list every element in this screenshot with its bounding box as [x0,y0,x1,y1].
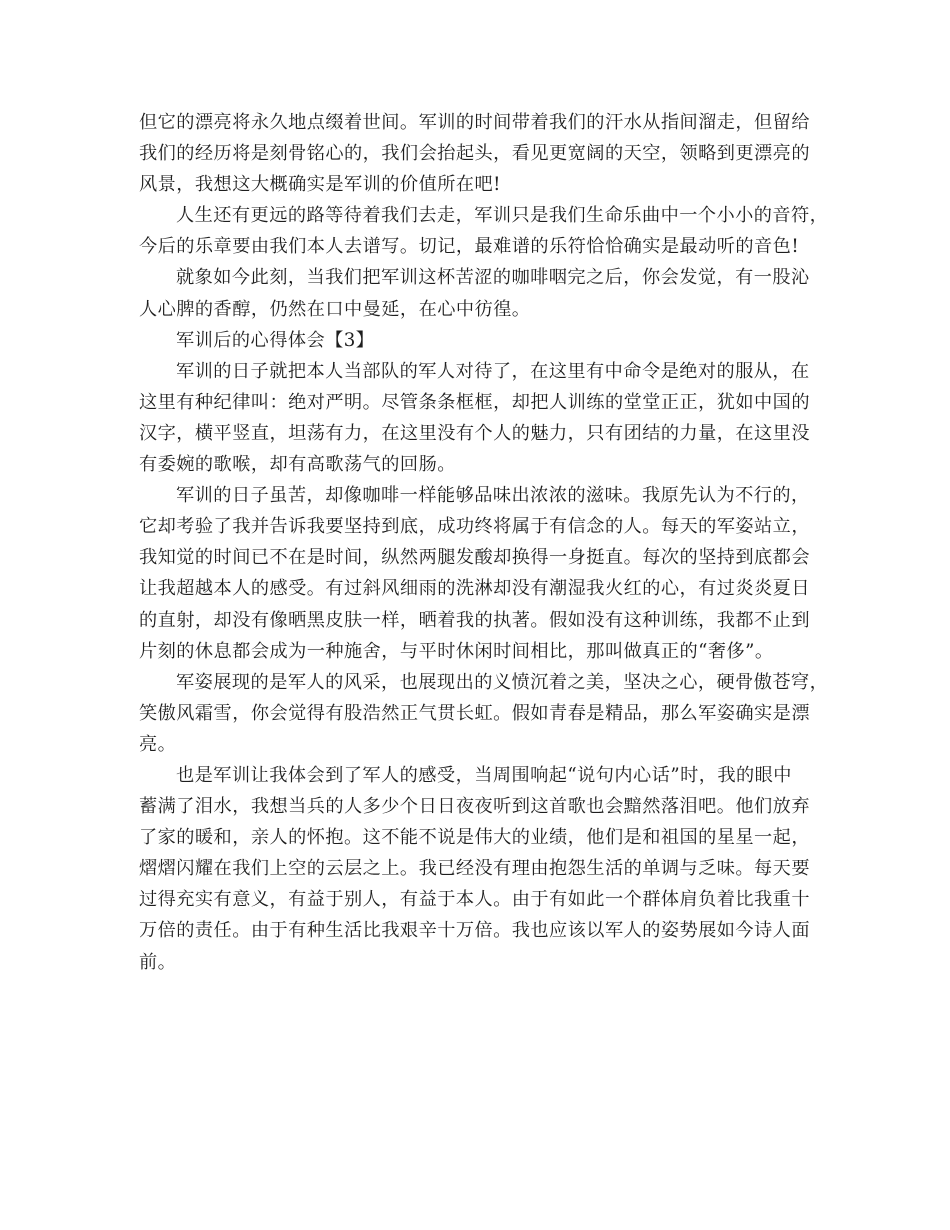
text-line: 这里有种纪律叫：绝对严明。尽管条条框框，却把人训练的堂堂正正，犹如中国的 [139,391,810,413]
text-line: 军训的日子虽苦，却像咖啡一样能够品味出浓浓的滋味。我原先认为不行的， [176,485,810,507]
text-line: 今后的乐章要由我们本人去谱写。切记，最难谱的乐符恰恰确实是最动听的音色! [139,236,800,258]
text-line: 前。 [139,951,177,973]
text-line: 万倍的责任。由于有种生活比我艰辛十万倍。我也应该以军人的姿势展如今诗人面 [139,920,810,942]
document-page [139,107,829,978]
text-line: 汉字，横平竖直，坦荡有力，在这里没有个人的魅力，只有团结的力量，在这里没 [139,422,810,444]
text-line: 我知觉的时间已不在是时间，纵然两腿发酸却换得一身挺直。每次的坚持到底都会 [139,547,810,569]
text-line: 也是军训让我体会到了军人的感受，当周围响起“说句内心话”时，我的眼中 [176,764,792,786]
text-line: 风景，我想这大概确实是军训的价值所在吧! [139,174,501,196]
text-line: 军训的日子就把本人当部队的军人对待了，在这里有中命令是绝对的服从，在 [176,360,810,382]
text-line: 让我超越本人的感受。有过斜风细雨的洗淋却没有潮湿我火红的心，有过炎炎夏日 [139,578,810,600]
text-line: 我们的经历将是刻骨铭心的，我们会抬起头，看见更宽阔的天空，领略到更漂亮的 [139,143,810,165]
text-line: 军姿展现的是军人的风采，也展现出的义愤沉着之美，坚决之心，硬骨傲苍穹， [176,671,829,693]
text-line: 片刻的休息都会成为一种施舍，与平时休闲时间相比，那叫做真正的“奢侈”。 [139,640,774,662]
text-line: 的直射，却没有像晒黑皮肤一样，晒着我的执著。假如没有这种训练，我都不止到 [139,609,810,631]
text-line: 有委婉的歌喉，却有高歌荡气的回肠。 [139,454,456,476]
text-line: 它却考验了我并告诉我要坚持到底，成功终将属于有信念的人。每天的军姿站立， [139,516,810,538]
text-line: 笑傲风霜雪，你会觉得有股浩然正气贯长虹。假如青春是精品，那么军姿确实是漂 [139,702,810,724]
section-heading: 军训后的心得体会【3】 [176,329,375,351]
text-line: 人生还有更远的路等待着我们去走，军训只是我们生命乐曲中一个小小的音符， [176,205,829,227]
text-line: 熠熠闪耀在我们上空的云层之上。我已经没有理由抱怨生活的单调与乏味。每天要 [139,858,810,880]
text-line: 过得充实有意义，有益于别人，有益于本人。由于有如此一个群体肩负着比我重十 [139,889,810,911]
text-line: 人心脾的香醇，仍然在口中曼延，在心中彷徨。 [139,298,531,320]
text-line: 亮。 [139,733,177,755]
text-line: 但它的漂亮将永久地点缀着世间。军训的时间带着我们的汗水从指间溜走，但留给 [139,112,810,133]
document-body [139,107,829,978]
text-line: 蓄满了泪水，我想当兵的人多少个日日夜夜听到这首歌也会黯然落泪吧。他们放弃 [139,796,810,818]
text-line: 了家的暖和，亲人的怀抱。这不能不说是伟大的业绩，他们是和祖国的星星一起， [139,827,810,849]
text-line: 就象如今此刻，当我们把军训这杯苦涩的咖啡咽完之后，你会发觉，有一股沁 [176,267,810,289]
